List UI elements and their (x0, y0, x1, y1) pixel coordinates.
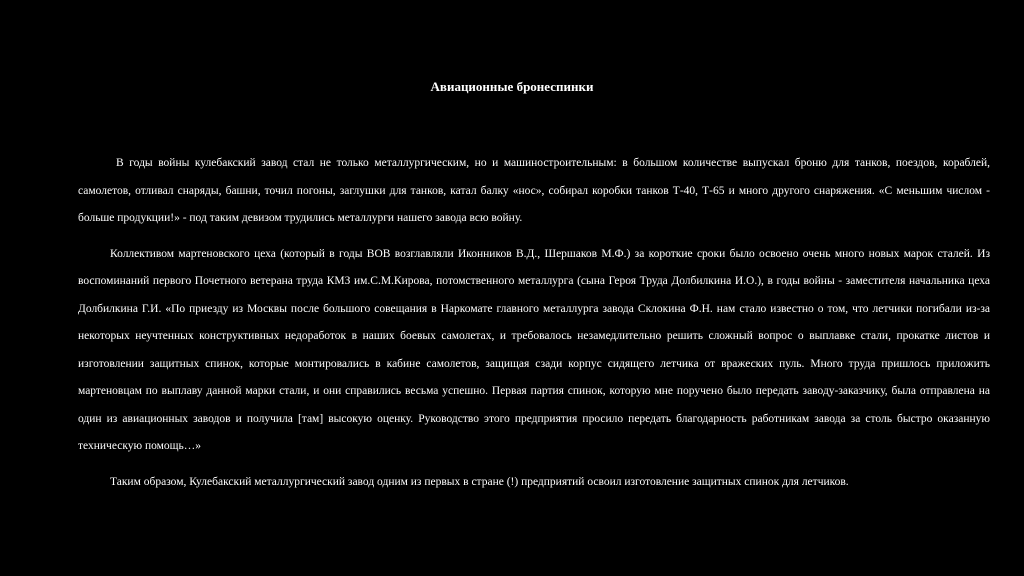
paragraph-open-hearth-memoir: Коллективом мартеновского цеха (который в годы ВОВ возглавляли Иконников В.Д., Шершаков М.Ф.) за короткие сроки было освоено очень много новых марок сталей. Из воспоминаний первого Почетного ветерана труда КМЗ им.С.М.Кирова, потомственного металлурга (сына Героя Труда Долбилкина И.О.), в годы войны - заместителя начальника цеха Долбилкина Г.И. «По приезду из Москвы после большого совещания в Наркомате главного металлурга завода Склокина Ф.Н. нам стало известно о том, что летчики погибали из-за некоторых неучтенных конструктивных недоработок в наших боевых самолетах, и требовалось незамедлительно решить сложный вопрос о выплавке стали, прокатке листов и изготовлении защитных спинок, которые монтировались в кабине самолетов, защищая сзади корпус сидящего летчика от вражеских пуль. Много труда пришлось приложить мартеновцам по выплаву данной марки стали, и они справились весьма успешно. Первая партия спинок, которую мне поручено было передать заводу-заказчику, была отправлена на один из авиационных заводов и получила [там] высокую оценку. Руководство этого предприятия просило передать благодарность работникам завода за столь быстро оказанную техническую помощь…» (78, 247, 990, 452)
paragraph-conclusion: Таким образом, Кулебакский металлургический завод одним из первых в стране (!) предприятий освоил изготовление защитных спинок для летчиков. (110, 475, 849, 488)
paragraph-war-production: В годы войны кулебакский завод стал не только металлургическим, но и машиностроительным: в большом количестве выпускал броню для танков, поездов, кораблей, самолетов, отливал снаряды, башни, точил погоны, заглушки для танков, катал балку «нос», собирал коробки танков Т-40, Т-65 и много другого снаряжения. «С меньшим числом - больше продукции!» - под таким девизом трудились металлурги нашего завода всю войну. (78, 157, 990, 224)
slide-title: Авиационные бронеспинки (430, 79, 594, 94)
slide-body (78, 150, 990, 496)
